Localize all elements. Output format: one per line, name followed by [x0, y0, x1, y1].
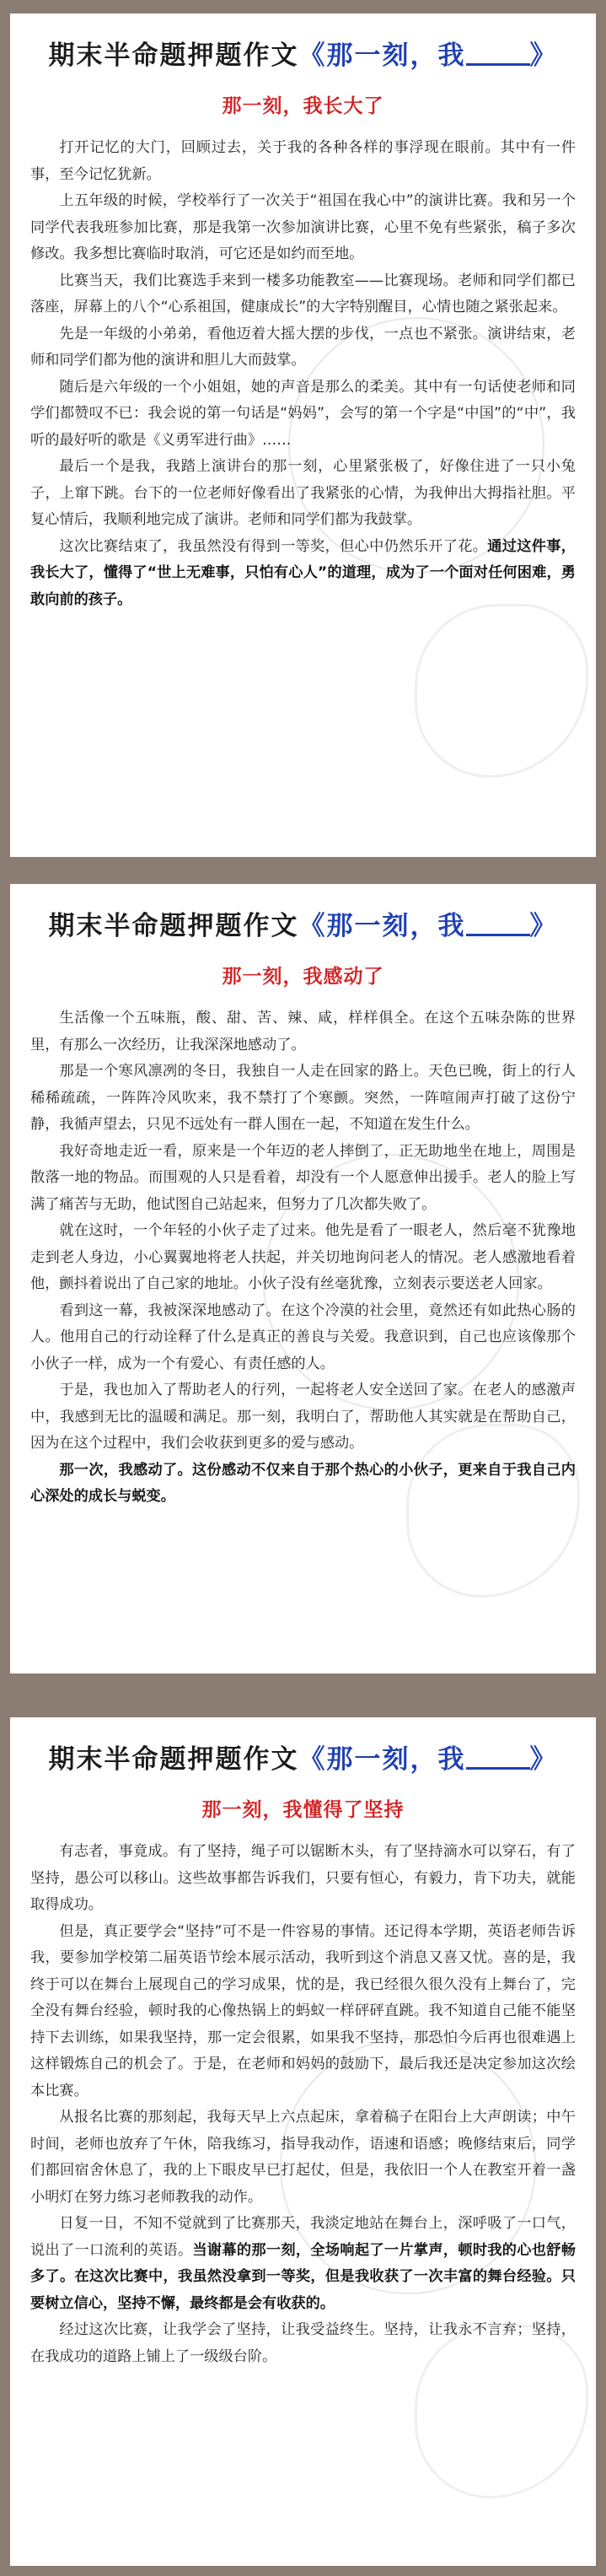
heading-title: 《那一刻，我 — [298, 911, 466, 941]
heading-suffix: 》 — [529, 40, 558, 71]
heading-suffix: 》 — [529, 1744, 558, 1775]
essay-paragraph: 就在这时，一个年轻的小伙子走了过来。他先是看了一眼老人，然后毫不犹豫地走到老人身边，小心翼翼地将老人扶起，并关切地询问老人的情况。老人感激地看着他，颤抖着说出了自己家的地址。小伙子没有丝毫犹豫，立刻表示要送老人回家。 — [30, 1222, 576, 1292]
essay-paragraph: 日复一日，不知不觉就到了比赛那天，我淡定地站在舞台上，深呼吸了一口气，说出了一口流利的英语。当谢幕的那一刻，全场响起了一片掌声，顿时我的心也舒畅多了。在这次比赛中，我虽然没拿到一等奖，但是我收获了一次丰富的舞台经验。只要树立信心，坚持不懈，最终都是会有收获的。 — [30, 2215, 576, 2312]
heading-prefix: 期末半命题押题作文 — [48, 40, 299, 71]
essay-paragraph: 随后是六年级的一个小姐姐，她的声音是那么的柔美。其中有一句话使老师和同学们都赞叹不已：我会说的第一句话是“妈妈”，会写的第一个字是“中国”的“中”，我听的最好听的歌是《义勇军进行曲》…… — [30, 378, 576, 449]
essay-paragraph: 我好奇地走近一看，原来是一个年迈的老人摔倒了，正无助地坐在地上，周围是散落一地的物品。而围观的人只是看着，却没有一个人愿意伸出援手。老人的脸上写满了痛苦与无助，他试图自己站起来，但努力了几次都失败了。 — [30, 1142, 576, 1213]
essay-body — [10, 1005, 596, 1511]
essay-paragraph: 经过这次比赛，让我学会了坚持，让我受益终生。坚持，让我永不言弃；坚持，在我成功的道路上铺上了一级级台阶。 — [30, 2321, 576, 2365]
heading-prefix: 期末半命题押题作文 — [48, 911, 299, 941]
essay-card-2 — [10, 884, 596, 1673]
heading-blank — [466, 1743, 530, 1770]
essay-paragraph: 这次比赛结束了，我虽然没有得到一等奖，但心中仍然乐开了花。通过这件事，我长大了，懂得了“世上无难事，只怕有心人”的道理，成为了一个面对任何困难，勇敢向前的孩子。 — [30, 537, 576, 608]
essay-paragraph: 上五年级的时候，学校举行了一次关于“祖国在我心中”的演讲比赛。我和另一个同学代表我班参加比赛，那是我第一次参加演讲比赛，心里不免有些紧张，稿子多次修改。我多想比赛临时取消，可它还是如约而至地。 — [30, 192, 576, 262]
bold-conclusion: 通过这件事，我长大了，懂得了“世上无难事，只怕有心人”的道理，成为了一个面对任何困难，勇敢向前的孩子。 — [30, 537, 576, 608]
essay-paragraph: 生活像一个五味瓶，酸、甜、苦、辣、咸，样样俱全。在这个五味杂陈的世界里，有那么一次经历，让我深深地感动了。 — [30, 1010, 576, 1054]
heading-blank — [466, 40, 530, 66]
essay-paragraph: 打开记忆的大门，回顾过去，关于我的各种各样的事浮现在眼前。其中有一件事，至今记忆犹新。 — [30, 139, 576, 183]
essay-paragraph: 那是一个寒风凛冽的冬日，我独自一人走在回家的路上。天色已晚，街上的行人稀稀疏疏，一阵阵冷风吹来，我不禁打了个寒颤。突然，一阵喧闹声打破了这份宁静，我循声望去，只见不远处有一群人围在一起，不知道在发生什么。 — [30, 1063, 576, 1133]
bold-conclusion: 那一次，我感动了。这份感动不仅来自于那个热心的小伙子，更来自于我自己内心深处的成长与蜕变。 — [30, 1461, 576, 1505]
essay-paragraph: 比赛当天，我们比赛选手来到一楼多功能教室——比赛现场。老师和同学们都已落座，屏幕上的八个“心系祖国，健康成长”的大字特别醒目，心情也随之紧张起来。 — [30, 272, 576, 315]
heading-title: 《那一刻，我 — [298, 1744, 466, 1775]
heading-suffix: 》 — [529, 911, 558, 941]
heading-blank — [466, 910, 530, 936]
flower-decoration — [415, 604, 588, 778]
essay-subtitle: 那一刻，我感动了 — [222, 965, 384, 988]
essay-card-1 — [10, 13, 596, 857]
heading-title: 《那一刻，我 — [298, 40, 466, 71]
essay-paragraph: 看到这一幕，我被深深地感动了。在这个冷漠的社会里，竟然还有如此热心肠的人。他用自己的行动诠释了什么是真正的善良与关爱。我意识到，自己也应该像那个小伙子一样，成为一个有爱心、有责任感的人。 — [30, 1301, 576, 1372]
heading-prefix: 期末半命题押题作文 — [48, 1744, 299, 1775]
essay-paragraph: 于是，我也加入了帮助老人的行列，一起将老人安全送回了家。在老人的感激声中，我感到无比的温暖和满足。那一刻，我明白了，帮助他人其实就是在帮助自己，因为在这个过程中，我们会收获到更多的爱与感动。 — [30, 1382, 576, 1452]
essay-paragraph — [30, 1458, 576, 1511]
essay-paragraph: 从报名比赛的那刻起，我每天早上六点起床，拿着稿子在阳台上大声朗读；中午时间，老师也放弃了午休，陪我练习，指导我动作，语速和语感；晚修结束后，同学们都回宿舍休息了，我的上下眼皮早已打起仗，但是，我依旧一个人在教室开着一盏小明灯在努力练习老师教我的动作。 — [30, 2109, 576, 2206]
essay-paragraph: 先是一年级的小弟弟，看他迈着大摇大摆的步伐，一点也不紧张。演讲结束，老师和同学们都为他的演讲和胆儿大而鼓掌。 — [30, 325, 576, 369]
essay-paragraph: 最后一个是我，我踏上演讲台的那一刻，心里紧张极了，好像住进了一只小兔子，上窜下跳。台下的一位老师好像看出了我紧张的心情，为我伸出大拇指社胆。平复心情后，我顺利地完成了演讲。老师和同学们都为我鼓掌。 — [30, 458, 576, 528]
essay-paragraph: 但是，真正要学会“坚持”可不是一件容易的事情。还记得本学期，英语老师告诉我，要参加学校第二届英语节绘本展示活动，我听到这个消息又喜又忧。喜的是，我终于可以在舞台上展现自己的学习成果，忧的是，我已经很久很久没有上舞台了，完全没有舞台经验，顿时我的心像热锅上的蚂蚁一样砰砰直跳。我不知道自己能不能坚持下去训练，如果我坚持，那一定会很累，如果我不坚持，那恐怕今后再也很难遇上这样锻炼自己的机会了。于是，在老师和妈妈的鼓励下，最后我还是决定参加这次绘本比赛。 — [30, 1922, 576, 2099]
essay-card-3 — [10, 1717, 596, 2566]
bold-conclusion: 当谢幕的那一刻，全场响起了一片掌声，顿时我的心也舒畅多了。在这次比赛中，我虽然没拿到一等奖，但是我收获了一次丰富的舞台经验。只要树立信心，坚持不懈，最终都是会有收获的。 — [30, 2241, 576, 2312]
essay-subtitle: 那一刻，我懂得了坚持 — [201, 1798, 405, 1821]
essay-subtitle: 那一刻，我长大了 — [222, 94, 384, 117]
essay-body — [10, 135, 596, 613]
card-heading — [10, 1738, 596, 1776]
card-heading — [10, 34, 596, 72]
essay-body — [10, 1839, 596, 2370]
card-heading — [10, 904, 596, 942]
essay-paragraph: 有志者，事竟成。有了坚持，绳子可以锯断木头，有了坚持滴水可以穿石，有了坚持，愚公可以移山。这些故事都告诉我们，只要有恒心，有毅力，肯下功夫，就能取得成功。 — [30, 1843, 576, 1913]
